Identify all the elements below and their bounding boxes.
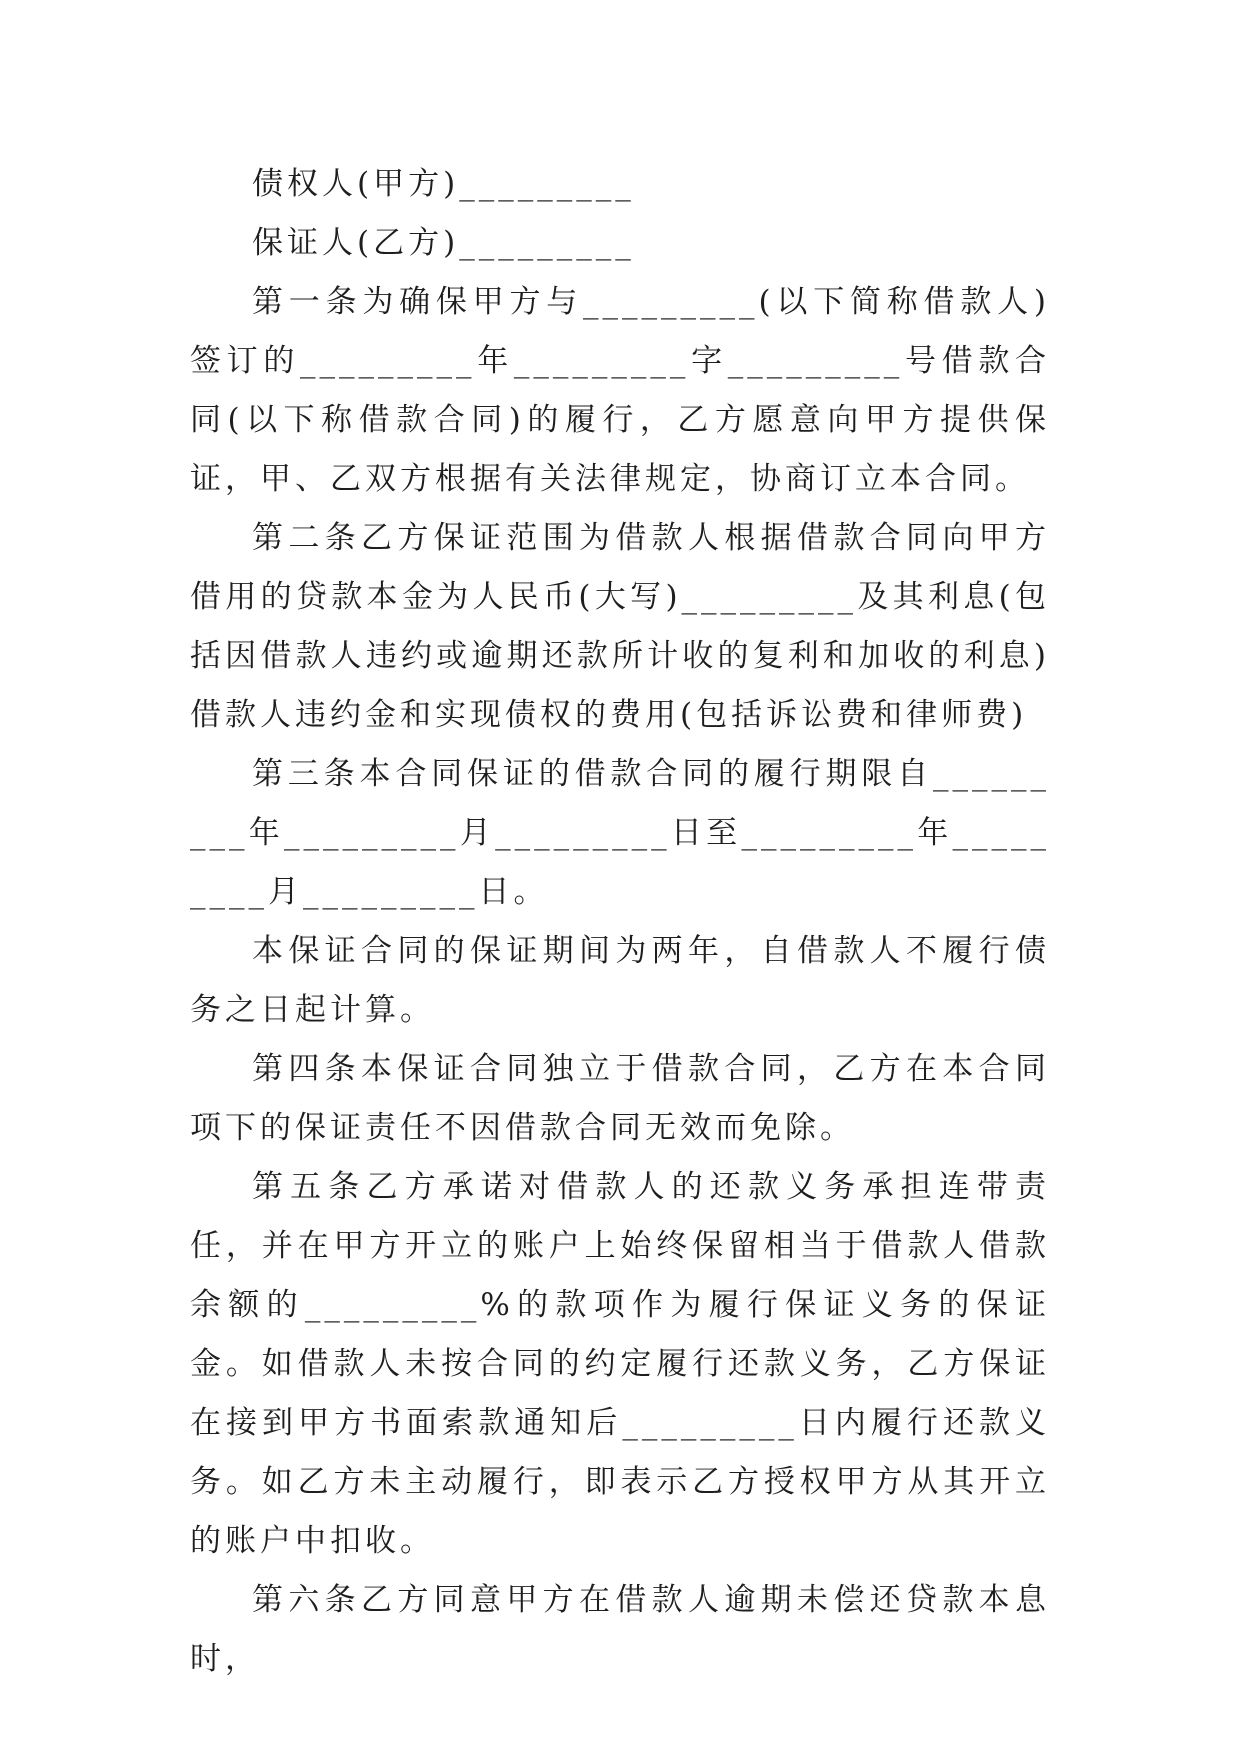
document-page [190, 155, 1050, 1689]
article-4: 第四条本保证合同独立于借款合同，乙方在本合同项下的保证责任不因借款合同无效而免除。 [190, 1051, 1050, 1146]
article-6: 第六条乙方同意甲方在借款人逾期未偿还贷款本息时， [190, 1582, 1050, 1677]
guarantor-line: 保证人(乙方)_________ [252, 225, 635, 261]
guarantee-period: 本保证合同的保证期间为两年，自借款人不履行债务之日起计算。 [190, 933, 1050, 1028]
article-1: 第一条为确保甲方与_________(以下简称借款人)签订的_________年_________字_________号借款合同(以下称借款合同)的履行，乙方愿意向甲方提供保证，甲、乙双方根据有关法律规定，协商订立本合同。 [190, 284, 1050, 497]
article-5: 第五条乙方承诺对借款人的还款义务承担连带责任，并在甲方开立的账户上始终保留相当于借款人借款余额的_________%的款项作为履行保证义务的保证金。如借款人未按合同的约定履行还款义务，乙方保证在接到甲方书面索款通知后_________日内履行还款义务。如乙方未主动履行，即表示乙方授权甲方从其开立的账户中扣收。 [190, 1169, 1050, 1559]
creditor-line: 债权人(甲方)_________ [252, 166, 635, 202]
article-3: 第三条本合同保证的借款合同的履行期限自_________年_________月_________日至_________年_________月_________日。 [190, 756, 1050, 910]
article-2: 第二条乙方保证范围为借款人根据借款合同向甲方借用的贷款本金为人民币(大写)_________及其利息(包括因借款人违约或逾期还款所计收的复利和加收的利息)借款人违约金和实现债权的费用(包括诉讼费和律师费) [190, 520, 1050, 733]
